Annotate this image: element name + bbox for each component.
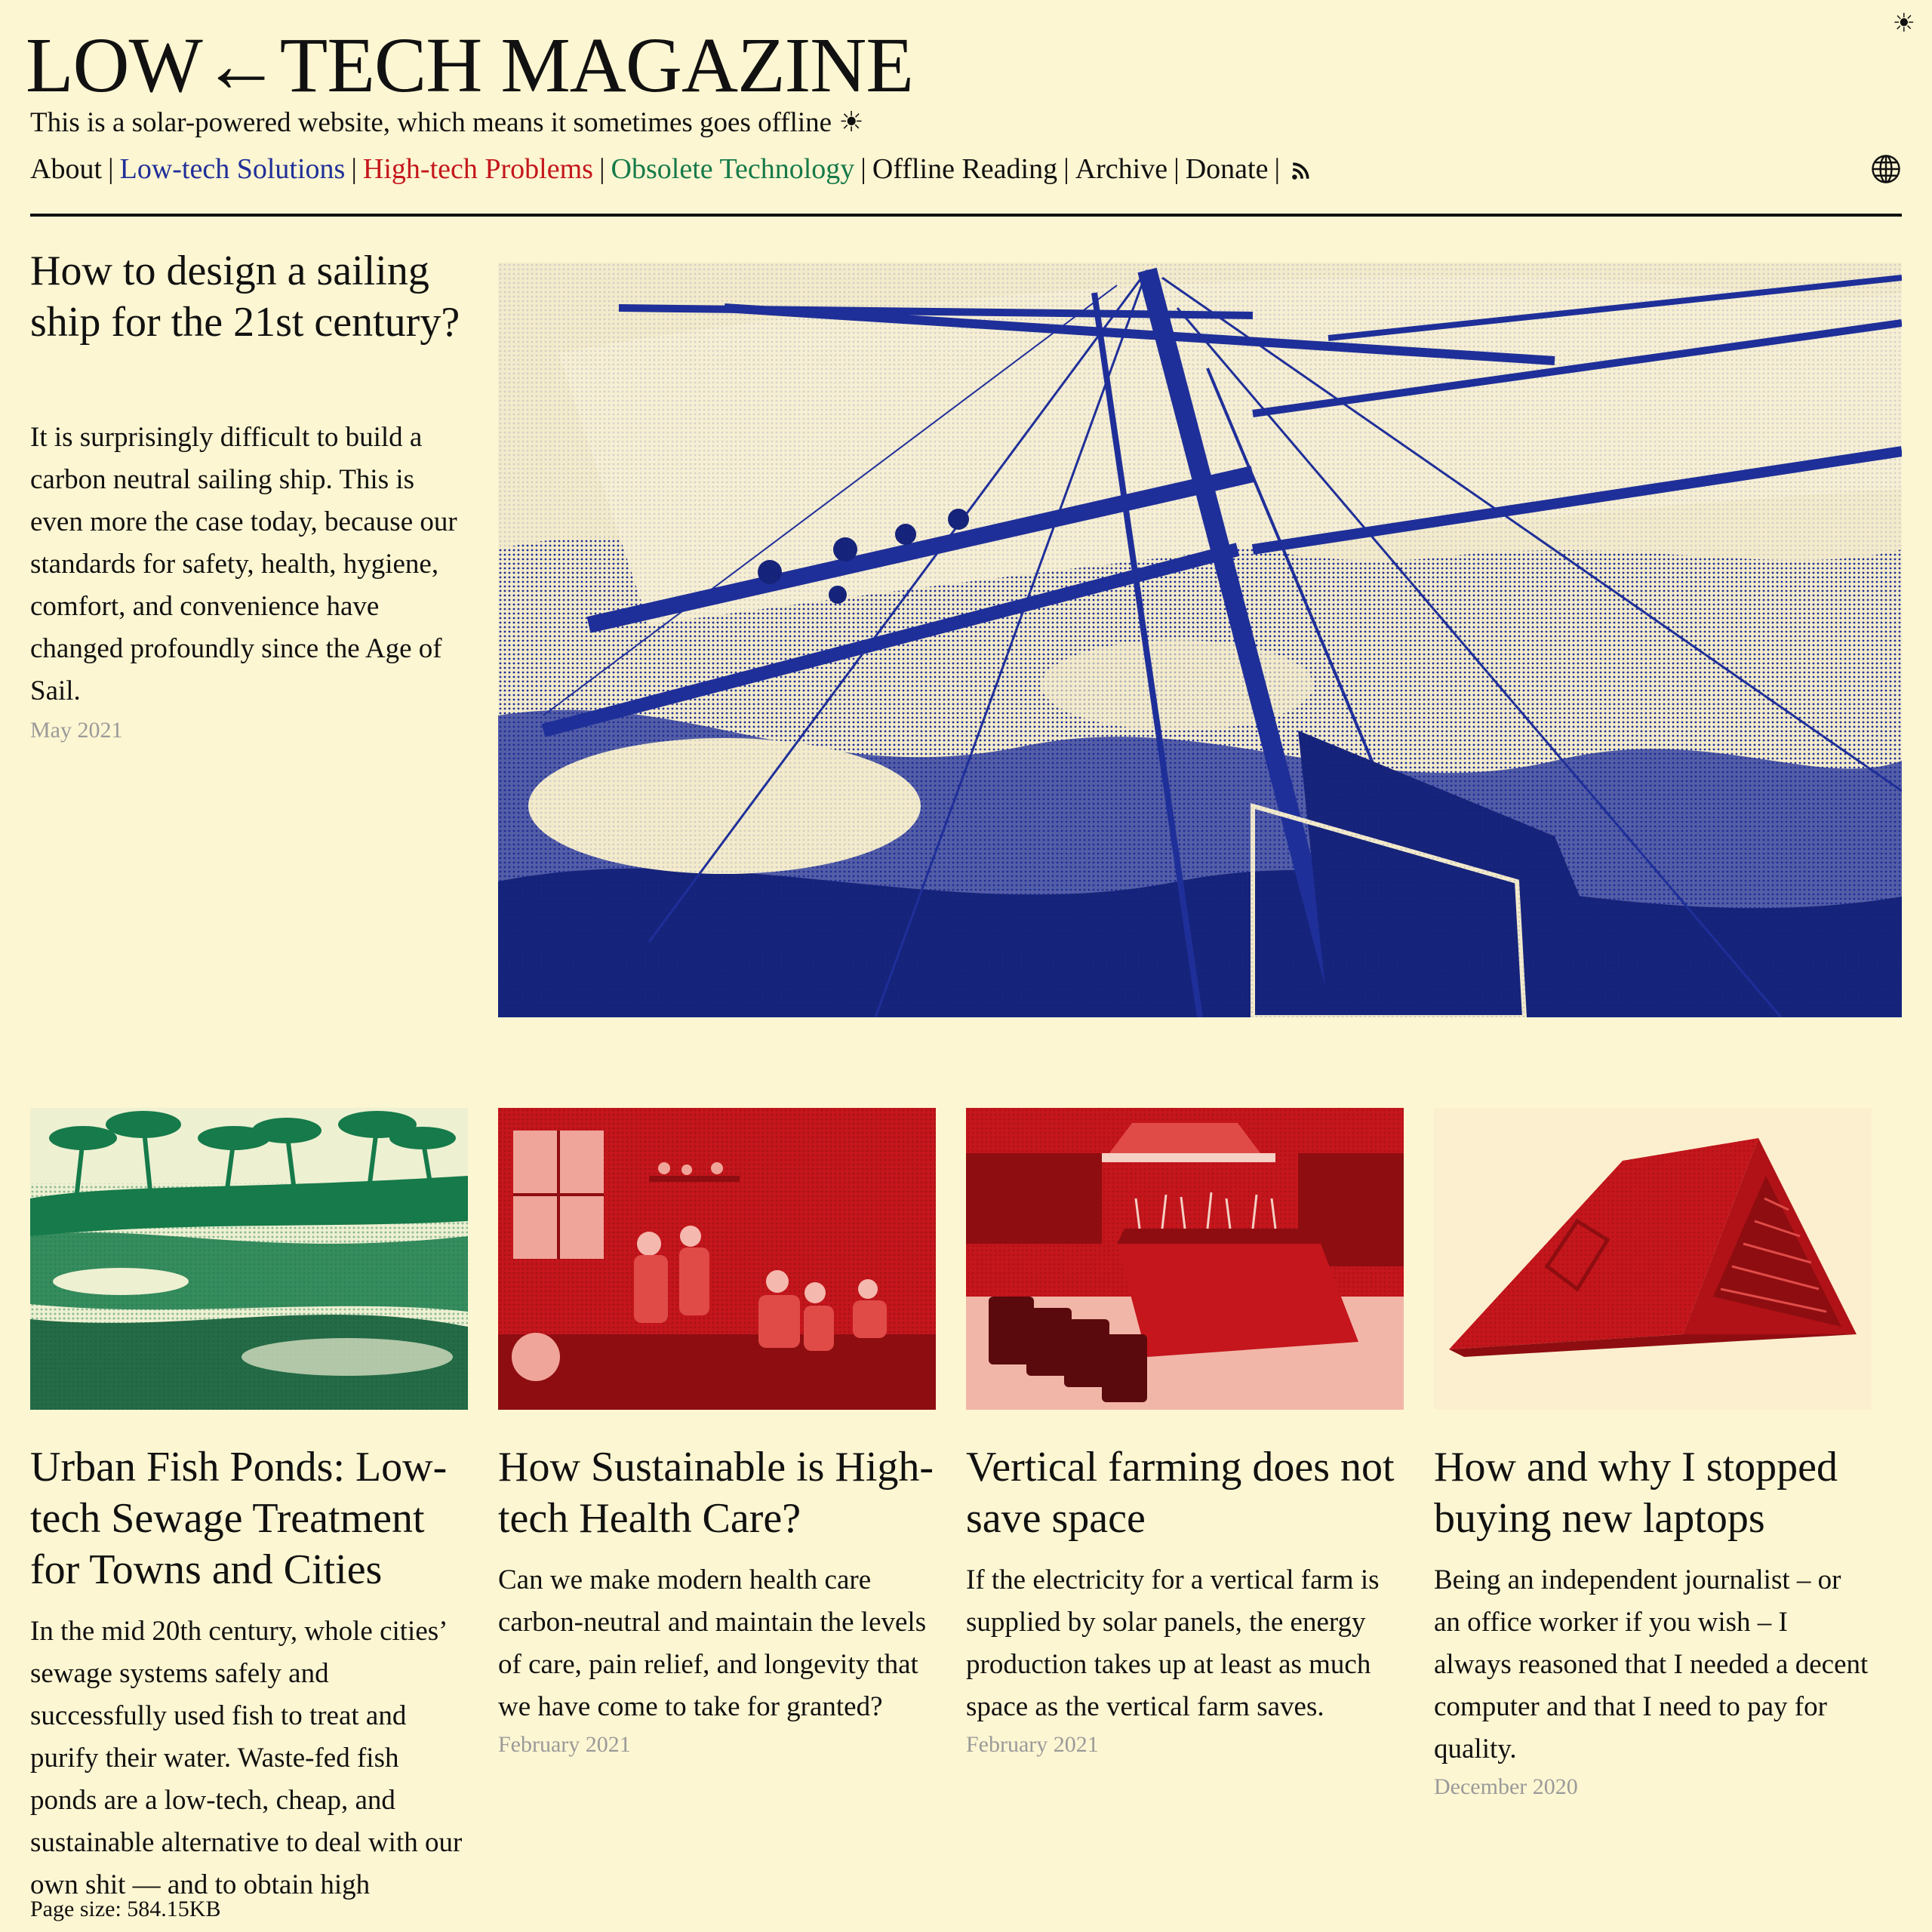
article-card — [30, 1108, 468, 1906]
article-card — [966, 1108, 1404, 1760]
tagline: This is a solar-powered website, which means it sometimes goes offline ☀ — [30, 107, 864, 138]
site-title[interactable]: LOW←TECH MAGAZINE — [26, 22, 913, 109]
article-summary: In the mid 20th century, whole cities’ sewage systems safely and successfully used fish to treat and purify their water. Waste-fed fish ponds are a low-tech, cheap, and sustainable alternative to deal with our own shit — and to obtain high — [30, 1616, 463, 1900]
globe-icon[interactable] — [1870, 153, 1902, 185]
nav-separator: | — [1174, 153, 1180, 185]
article-summary: Can we make modern health care carbon-neutral and maintain the levels of care, pain relief, and longevity that we have come to take for granted? — [498, 1564, 927, 1722]
article-title[interactable]: How and why I stopped buying new laptops — [1434, 1444, 1838, 1542]
rss-icon[interactable] — [1291, 162, 1310, 181]
main-nav — [30, 150, 1902, 188]
nav-separator: | — [598, 153, 605, 185]
nav-low-tech-solutions[interactable]: Low-tech Solutions — [119, 153, 346, 185]
nav-obsolete-technology[interactable]: Obsolete Technology — [611, 153, 855, 185]
fish-pond-illustration — [30, 1108, 468, 1410]
article-card — [1434, 1108, 1872, 1802]
nav-high-tech-problems[interactable]: High-tech Problems — [362, 153, 593, 185]
nav-about[interactable]: About — [30, 153, 102, 185]
article-summary: Being an independent journalist – or an office worker if you wish – I always reasoned that I needed a decent computer and that I need to pay for quality. — [1434, 1564, 1869, 1764]
health-care-image[interactable] — [498, 1108, 936, 1410]
nav-archive[interactable]: Archive — [1075, 153, 1168, 185]
vertical-farm-illustration — [966, 1108, 1404, 1410]
feature-article-summary: It is surprisingly difficult to build a carbon neutral sailing ship. This is even more the case today, because our standards for safety, health, hygiene, comfort, and convenience have changed profoundly since the Age of Sail. — [30, 422, 457, 706]
header-divider — [30, 214, 1902, 217]
article-title[interactable]: How Sustainable is High-tech Health Care? — [498, 1444, 934, 1542]
nav-donate[interactable]: Donate — [1185, 153, 1269, 185]
page-size-indicator: Page size: 584.15KB — [30, 1897, 221, 1921]
nav-separator: | — [351, 153, 357, 185]
feature-article-date: May 2021 — [30, 718, 123, 743]
nav-separator: | — [860, 153, 866, 185]
nav-separator: | — [1274, 153, 1281, 185]
urban-fish-ponds-image[interactable] — [30, 1108, 468, 1410]
vertical-farming-image[interactable] — [966, 1108, 1404, 1410]
article-card — [498, 1108, 936, 1760]
article-summary: If the electricity for a vertical farm is supplied by solar panels, the energy production takes up at least as much space as the vertical farm saves. — [966, 1564, 1380, 1722]
article-title[interactable]: Urban Fish Ponds: Low-tech Sewage Treatment for Towns and Cities — [30, 1444, 448, 1593]
laptop-illustration — [1434, 1108, 1872, 1410]
article-date: February 2021 — [498, 1732, 631, 1757]
tavern-painting-illustration — [498, 1108, 936, 1410]
nav-offline-reading[interactable]: Offline Reading — [872, 153, 1058, 185]
feature-article-title[interactable]: How to design a sailing ship for the 21st century? — [30, 248, 460, 346]
sun-icon[interactable]: ☀ — [1892, 10, 1915, 38]
rss-link[interactable] — [1286, 153, 1310, 185]
laptops-image[interactable] — [1434, 1108, 1872, 1410]
feature-sailing-ship-image[interactable] — [498, 263, 1902, 1017]
nav-separator: | — [108, 153, 114, 185]
article-date: December 2020 — [1434, 1774, 1578, 1799]
sailing-ship-illustration — [498, 263, 1902, 1017]
article-date: February 2021 — [966, 1732, 1099, 1757]
nav-separator: | — [1063, 153, 1069, 185]
article-title[interactable]: Vertical farming does not save space — [966, 1444, 1395, 1542]
